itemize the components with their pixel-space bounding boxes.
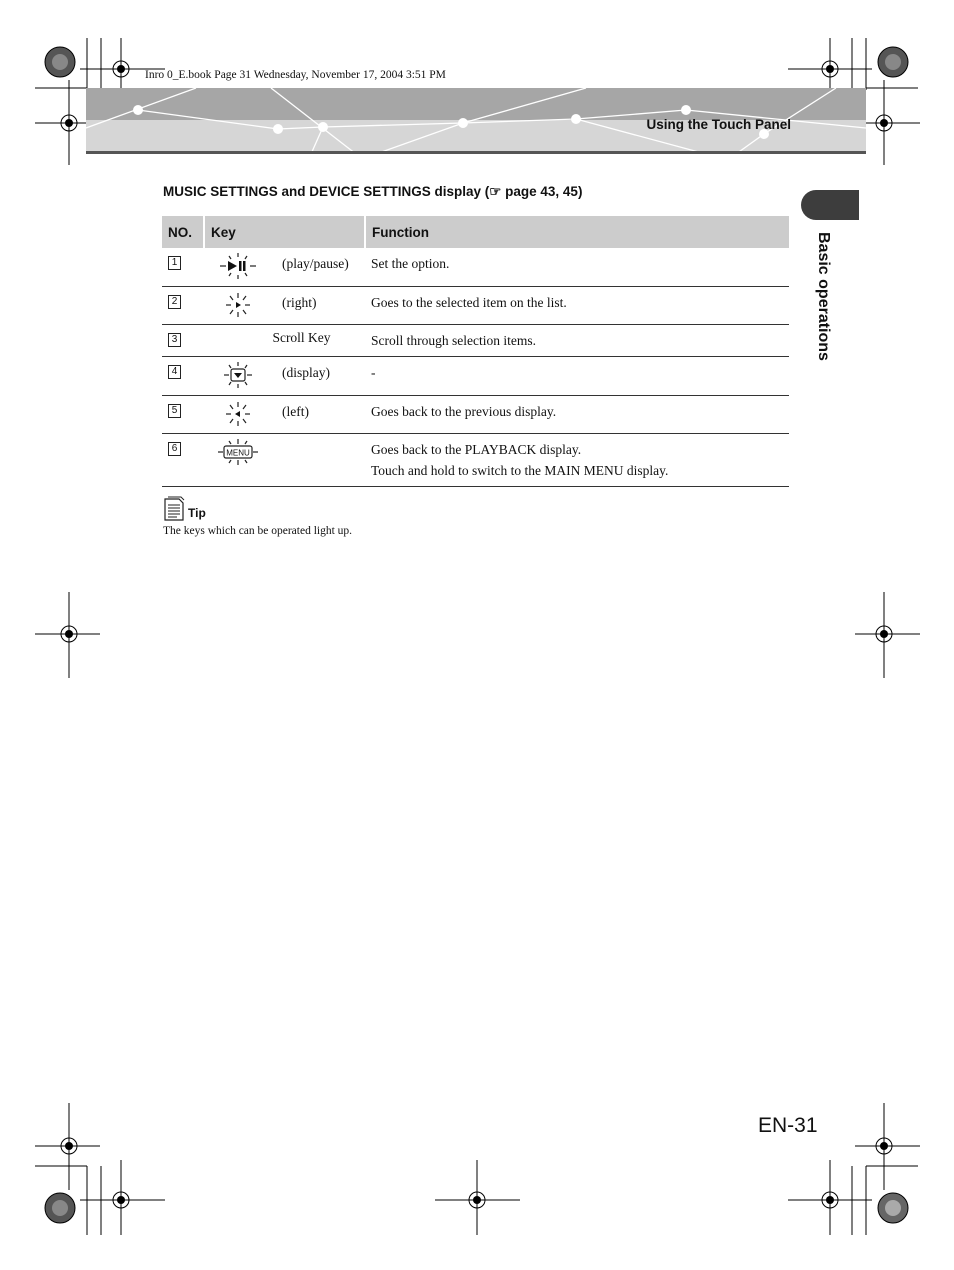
function-cell: Goes to the selected item on the list. xyxy=(365,286,789,324)
row-number: 1 xyxy=(162,248,204,286)
print-info: Inro 0_E.book Page 31 Wednesday, November 17, 2004 3:51 PM xyxy=(145,69,446,81)
row-number: 6 xyxy=(162,433,204,486)
key-cell xyxy=(204,356,365,395)
function-cell: - xyxy=(365,356,789,395)
play-pause-key-icon xyxy=(218,252,258,280)
display-key-icon xyxy=(218,361,258,389)
key-table xyxy=(162,216,789,487)
row-number: 3 xyxy=(162,324,204,356)
key-label: (display) xyxy=(282,364,330,380)
page-number: EN-31 xyxy=(758,1114,818,1137)
key-label: (right) xyxy=(282,294,317,310)
menu-icon-text: MENU xyxy=(226,448,250,457)
right-key-icon xyxy=(218,291,258,319)
table-row xyxy=(162,324,789,356)
key-cell xyxy=(204,433,365,486)
key-cell xyxy=(204,248,365,286)
tip-note-icon xyxy=(163,495,185,521)
tip-text: The keys which can be operated light up. xyxy=(163,525,353,537)
header-key: Key xyxy=(204,216,365,248)
key-label: Scroll Key xyxy=(204,324,365,356)
key-cell xyxy=(204,395,365,433)
key-cell xyxy=(204,286,365,324)
row-number: 4 xyxy=(162,356,204,395)
key-label: (play/pause) xyxy=(282,256,349,271)
tip-label: Tip xyxy=(188,506,206,520)
table-row xyxy=(162,248,789,286)
table-row xyxy=(162,286,789,324)
section-title: MUSIC SETTINGS and DEVICE SETTINGS display (☞ page 43, 45) xyxy=(163,184,583,199)
header-title: Using the Touch Panel xyxy=(646,117,791,132)
table-header-row xyxy=(162,216,789,248)
table-row xyxy=(162,395,789,433)
table-row xyxy=(162,356,789,395)
function-cell: Goes back to the PLAYBACK display. Touch and hold to switch to the MAIN MENU display. xyxy=(365,433,789,486)
function-cell: Set the option. xyxy=(365,248,789,286)
header-function: Function xyxy=(365,216,789,248)
function-cell: Goes back to the previous display. xyxy=(365,395,789,433)
side-tab-label: Basic operations xyxy=(815,232,832,361)
key-label: (left) xyxy=(282,403,309,419)
function-cell: Scroll through selection items. xyxy=(365,324,789,356)
row-number: 2 xyxy=(162,286,204,324)
side-tab xyxy=(801,190,859,220)
table-row xyxy=(162,433,789,486)
row-number: 5 xyxy=(162,395,204,433)
left-key-icon xyxy=(218,400,258,428)
header-no: NO. xyxy=(162,216,204,248)
menu-key-icon xyxy=(218,438,258,466)
